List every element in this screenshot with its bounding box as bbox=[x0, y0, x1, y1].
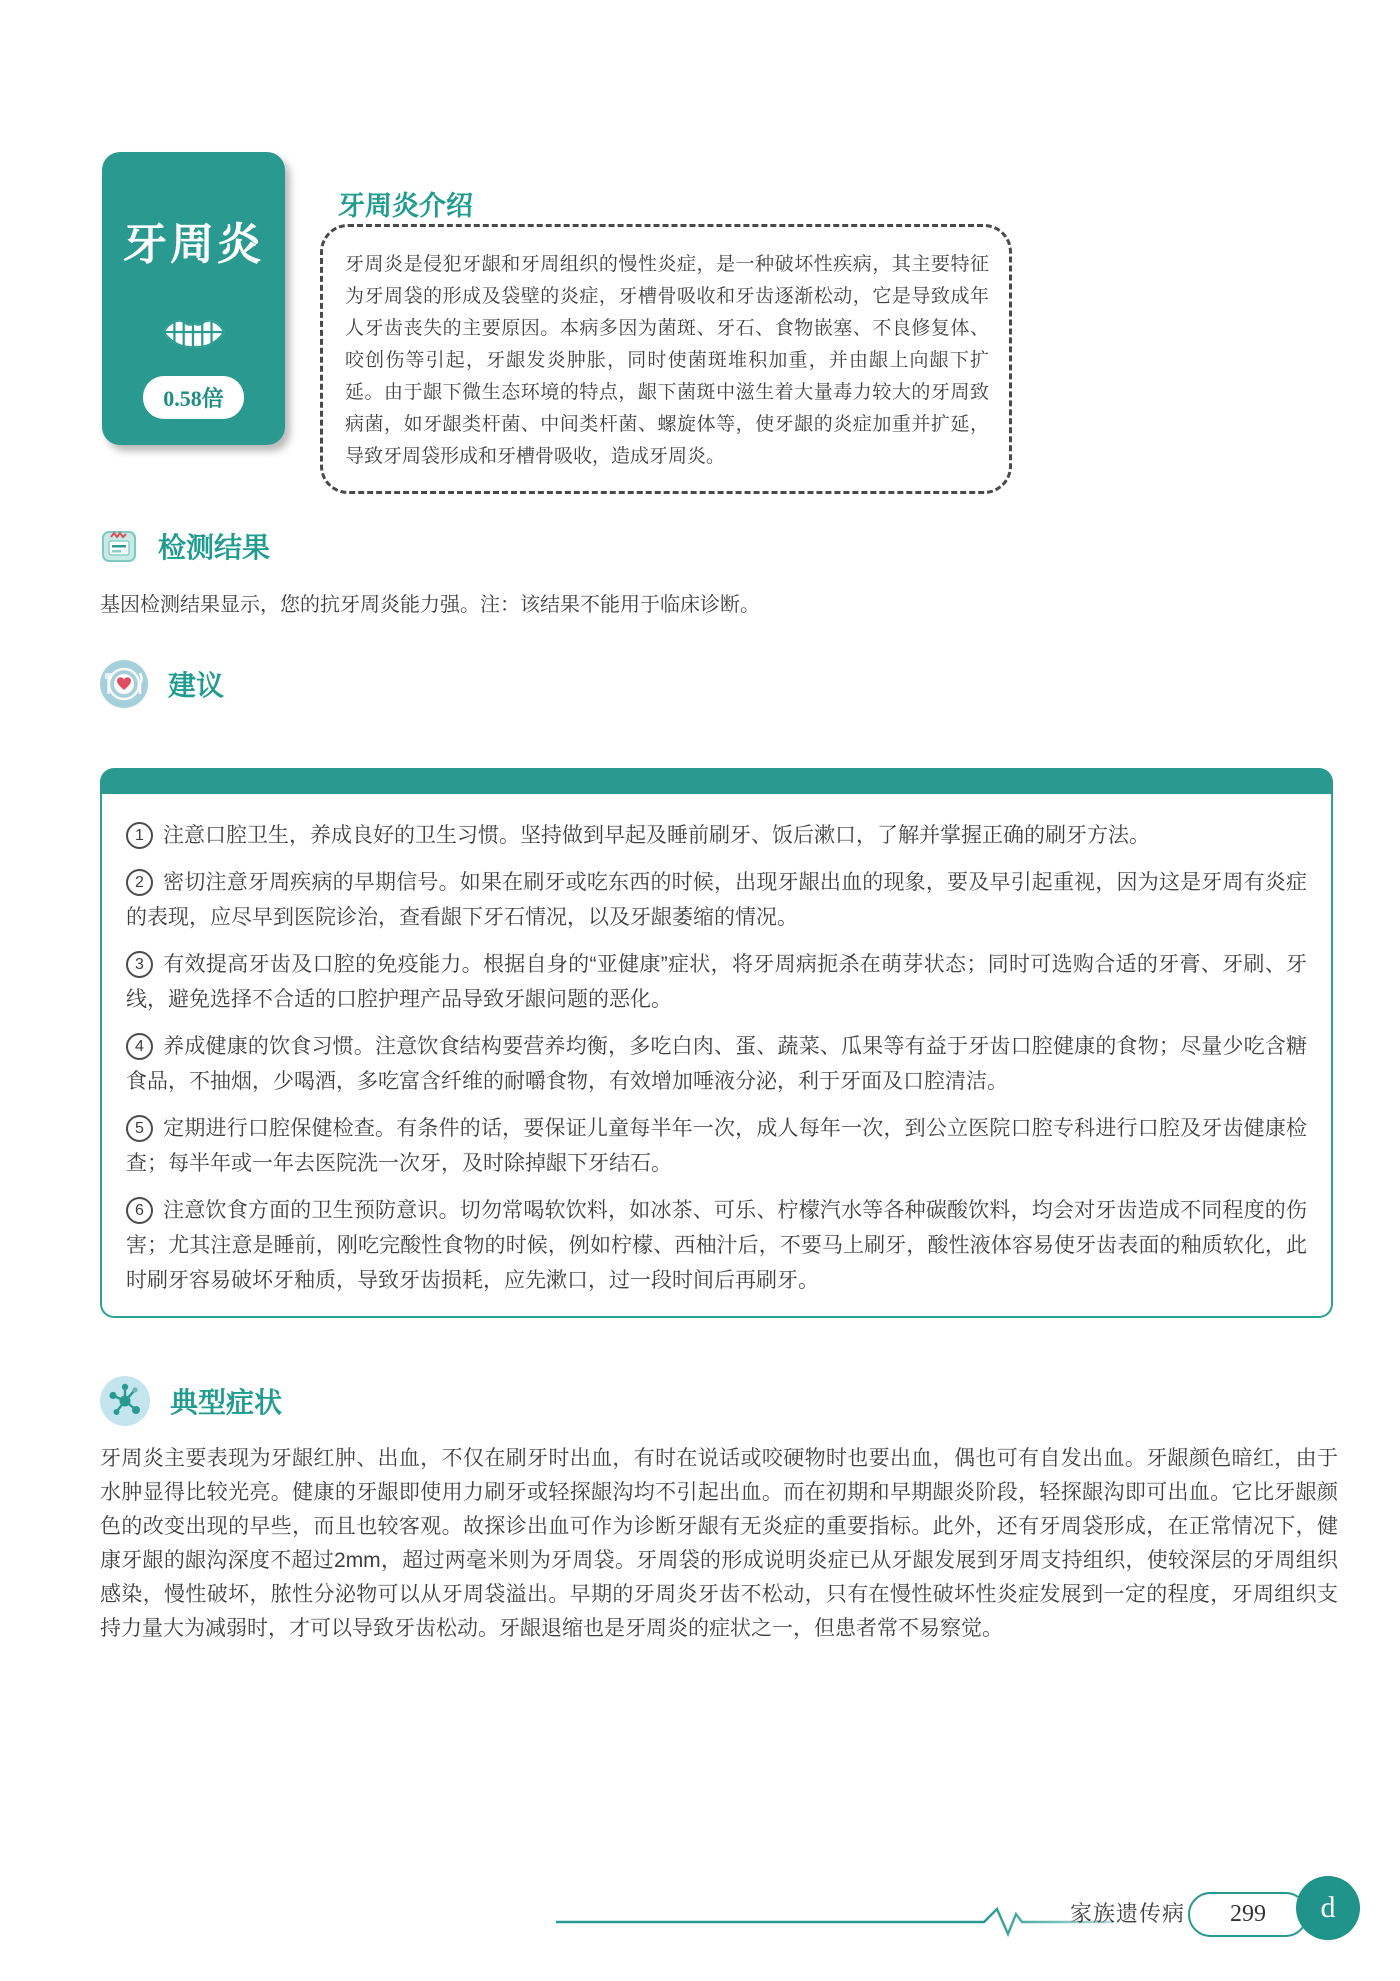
advice-item-number: 3 bbox=[126, 951, 153, 978]
advice-box-header-bar bbox=[100, 768, 1333, 794]
corner-letter-badge bbox=[1296, 1876, 1360, 1940]
advice-item-text: 注意饮食方面的卫生预防意识。切勿常喝软饮料，如冰茶、可乐、柠檬汽水等各种碳酸饮料，均会对牙齿造成不同程度的伤害；尤其注意是睡前，刚吃完酸性食物的时候，例如柠檬、西柚汁后，不要马上刷牙，酸性液体容易使牙齿表面的釉质软化，此时刷牙容易破坏牙釉质，导致牙齿损耗，应先漱口，过一段时间后再刷牙。 bbox=[126, 1199, 1307, 1292]
mouth-teeth-icon bbox=[102, 312, 285, 352]
advice-heading: 建议 bbox=[168, 670, 225, 701]
advice-item-text: 定期进行口腔保健检查。有条件的话，要保证儿童每半年一次，成人每年一次，到公立医院口腔专科进行口腔及牙齿健康检查；每半年或一年去医院洗一次牙，及时除掉龈下牙结石。 bbox=[126, 1117, 1307, 1175]
advice-item-text: 养成健康的饮食习惯。注意饮食结构要营养均衡，多吃白肉、蛋、蔬菜、瓜果等有益于牙齿口腔健康的食物；尽量少吃含糖食品，不抽烟，少喝酒，多吃富含纤维的耐嚼食物，有效增加唾液分泌，利于牙面及口腔清洁。 bbox=[126, 1035, 1307, 1093]
multiplier-badge: 0.58倍 bbox=[143, 376, 244, 419]
symptoms-heading: 典型症状 bbox=[170, 1387, 283, 1418]
advice-item-number: 4 bbox=[126, 1033, 153, 1060]
disease-title: 牙周炎 bbox=[123, 220, 264, 269]
advice-item-text: 有效提高牙齿及口腔的免疫能力。根据自身的“亚健康”症状，将牙周病扼杀在萌芽状态；同时可选购合适的牙膏、牙刷、牙线，避免选择不合适的口腔护理产品导致牙龈问题的恶化。 bbox=[126, 953, 1307, 1011]
advice-box-body bbox=[100, 794, 1333, 1318]
footer-label: 家族遗传病 bbox=[1070, 1901, 1186, 1926]
advice-item bbox=[126, 818, 1307, 853]
footer-rule-line bbox=[556, 1905, 1112, 1939]
molecule-icon bbox=[100, 1376, 150, 1426]
advice-item bbox=[126, 1111, 1307, 1181]
intro-text: 牙周炎是侵犯牙龈和牙周组织的慢性炎症，是一种破坏性疾病，其主要特征为牙周袋的形成及袋壁的炎症，牙槽骨吸收和牙齿逐渐松动，它是导致成年人牙齿丧失的主要原因。本病多因为菌斑、牙石、食物嵌塞、不良修复体、咬创伤等引起，牙龈发炎肿胀，同时使菌斑堆积加重，并由龈上向龈下扩延。由于龈下微生态环境的特点，龈下菌斑中滋生着大量毒力较大的牙周致病菌，如牙龈类杆菌、中间类杆菌、螺旋体等，使牙龈的炎症加重并扩延，导致牙周袋形成和牙槽骨吸收，造成牙周炎。 bbox=[345, 254, 989, 467]
advice-item bbox=[126, 947, 1307, 1017]
advice-item-number: 6 bbox=[126, 1197, 153, 1224]
result-section-header bbox=[100, 526, 270, 566]
advice-item-text: 注意口腔卫生，养成良好的卫生习惯。坚持做到早起及睡前刷牙、饭后漱口，了解并掌握正确的刷牙方法。 bbox=[163, 824, 1150, 847]
symptoms-section-header bbox=[100, 1376, 282, 1426]
ekg-pulse-icon bbox=[556, 1909, 1112, 1934]
intro-heading: 牙周炎介绍 bbox=[338, 191, 473, 221]
advice-item-number: 2 bbox=[126, 869, 153, 896]
intro-box bbox=[320, 224, 1012, 494]
advice-item bbox=[126, 865, 1307, 935]
corner-letter: d bbox=[1320, 1891, 1336, 1924]
result-text: 基因检测结果显示，您的抗牙周炎能力强。注：该结果不能用于临床诊断。 bbox=[100, 594, 760, 616]
advice-item bbox=[126, 1029, 1307, 1099]
page-number-pill bbox=[1188, 1892, 1308, 1937]
advice-section-header bbox=[100, 660, 224, 708]
advice-item-number: 1 bbox=[126, 822, 153, 849]
disease-card bbox=[102, 152, 285, 445]
symptoms-text: 牙周炎主要表现为牙龈红肿、出血，不仅在刷牙时出血，有时在说话或咬硬物时也要出血，偶也可有自发出血。牙龈颜色暗红，由于水肿显得比较光亮。健康的牙龈即使用力刷牙或轻探龈沟均不引起出血。而在初期和早期龈炎阶段，轻探龈沟即可出血。它比牙龈颜色的改变出现的早些，而且也较客观。故探诊出血可作为诊断牙龈有无炎症的重要指标。此外，还有牙周袋形成，在正常情况下，健康牙龈的龈沟深度不超过2mm，超过两毫米则为牙周袋。牙周袋的形成说明炎症已从牙龈发展到牙周支持组织，使较深层的牙周组织感染，慢性破坏，脓性分泌物可以从牙周袋溢出。早期的牙周炎牙齿不松动，只有在慢性破坏性炎症发展到一定的程度，牙周组织支持力量大为减弱时，才可以导致牙齿松动。牙龈退缩也是牙周炎的症状之一，但患者常不易察觉。 bbox=[100, 1447, 1338, 1640]
advice-item-text: 密切注意牙周疾病的早期信号。如果在刷牙或吃东西的时候，出现牙龈出血的现象，要及早引起重视，因为这是牙周有炎症的表现，应尽早到医院诊治，查看龈下牙石情况，以及牙龈萎缩的情况。 bbox=[126, 871, 1307, 929]
page-number: 299 bbox=[1230, 1901, 1266, 1927]
monitor-icon bbox=[100, 527, 138, 565]
advice-box bbox=[100, 768, 1333, 1318]
result-heading: 检测结果 bbox=[158, 532, 271, 563]
plate-heart-icon bbox=[100, 660, 148, 708]
advice-item-number: 5 bbox=[126, 1115, 153, 1142]
advice-item bbox=[126, 1193, 1307, 1298]
